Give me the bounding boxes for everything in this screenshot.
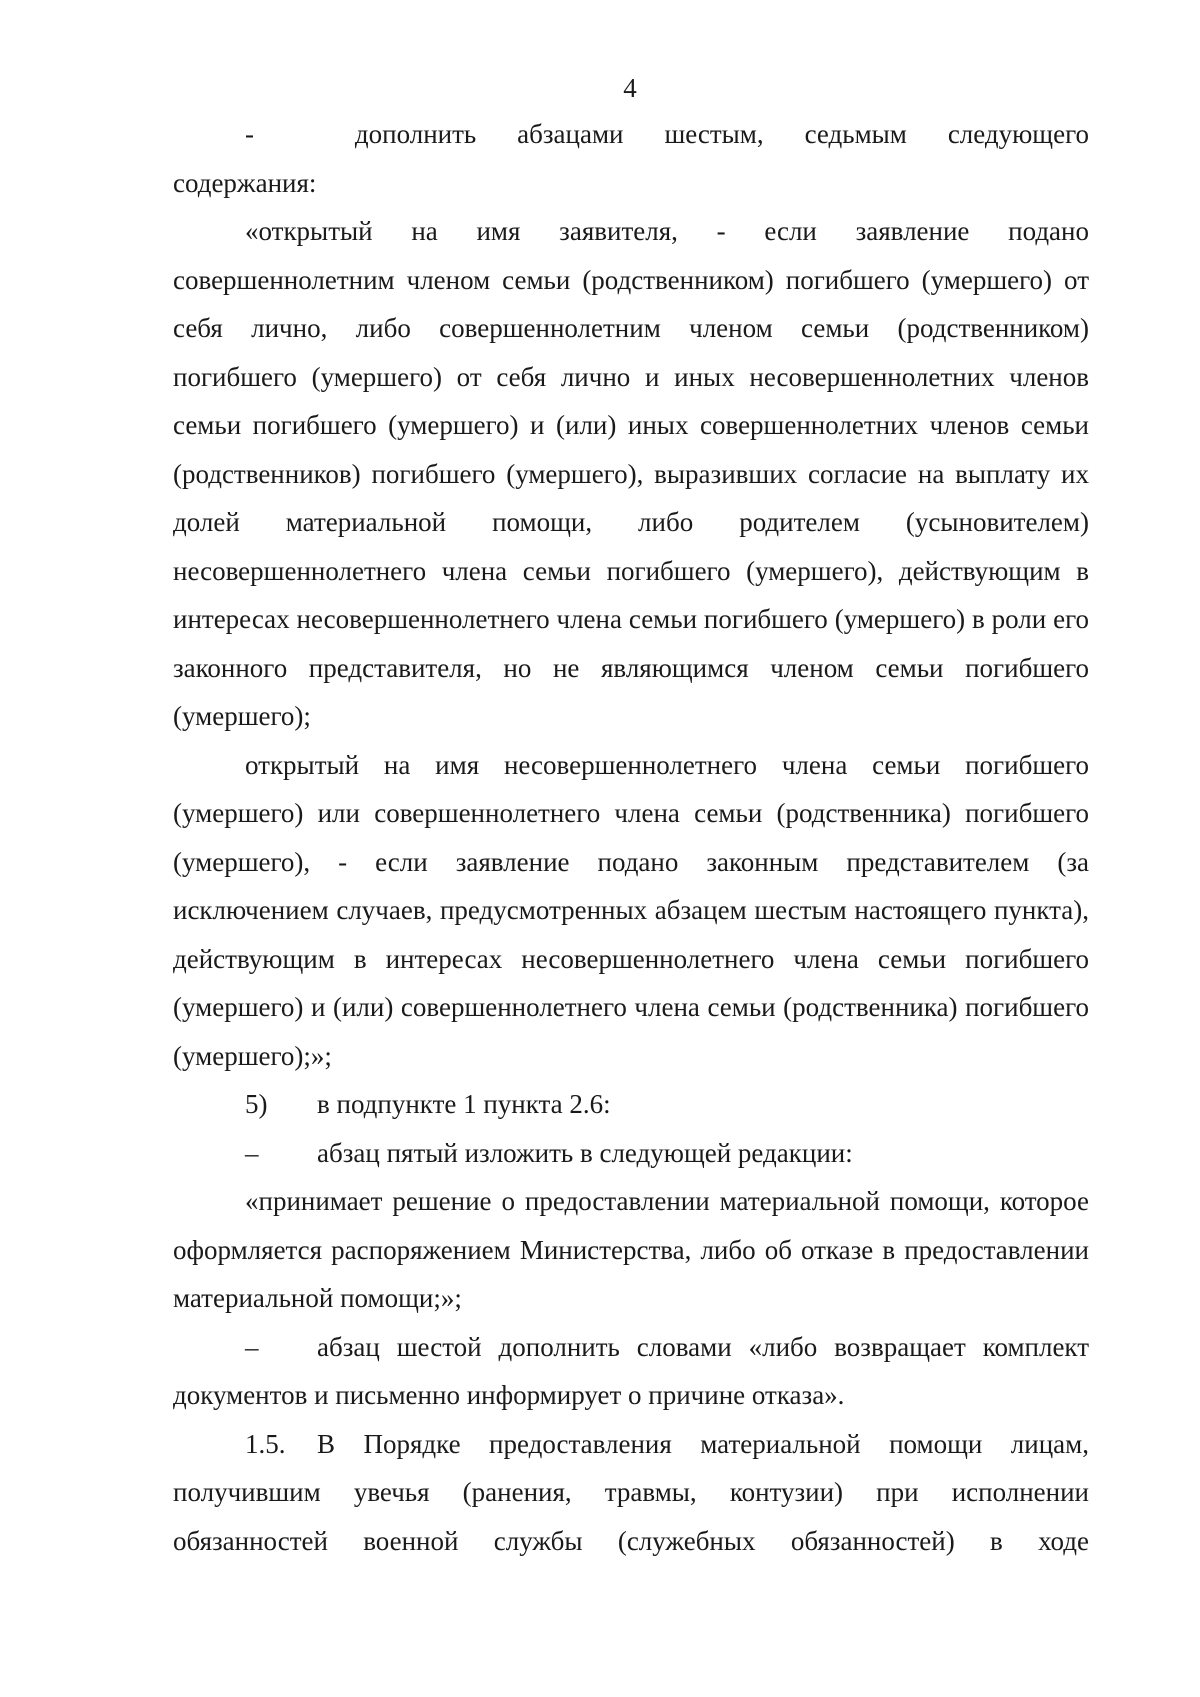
list-item-5	[173, 1080, 1089, 1129]
dash-item-2-continuation: документов и письменно информирует о причине отказа».	[173, 1380, 845, 1410]
paragraph-applicant-account: «открытый на имя заявителя, - если заявление подано совершеннолетним членом семьи (родственником) погибшего (умершего) от себя лично, либо совершеннолетним членом семьи (родственником) погибшего (умершего) от себя лично и иных несовершеннолетних членов семьи погибшего (умершего) и (или) иных совершеннолетних членов семьи (родственников) погибшего (умершего), выразивших согласие на выплату их долей материальной помощи, либо родителем (усыновителем) несовершеннолетнего члена семьи погибшего (умершего), действующим в интересах несовершеннолетнего члена семьи погибшего (умершего) в роли его законного представителя, но не являющимся членом семьи погибшего (умершего);	[173, 216, 1089, 731]
intro-word: абзацами	[517, 119, 624, 149]
list-item-text: абзац шестой дополнить словами «либо возвращает комплект	[317, 1331, 1089, 1362]
list-item-1-5-continuation: получившим увечья (ранения, травмы, контузии) при исполнении обязанностей военной службы (служебных обязанностей) в ходе	[173, 1477, 1089, 1556]
intro-word: дополнить	[354, 119, 477, 149]
list-item-text: В Порядке предоставления материальной помощи лицам,	[317, 1428, 1089, 1459]
page-number: 4	[623, 73, 637, 103]
intro-word: седьмым	[804, 119, 907, 149]
intro-word: следующего	[947, 119, 1089, 149]
list-marker: 5)	[245, 1089, 268, 1119]
dash-item-1	[173, 1129, 1089, 1178]
list-item-1-5	[173, 1420, 1089, 1469]
list-dash: –	[245, 1137, 259, 1168]
list-marker: 1.5.	[245, 1428, 286, 1459]
amendment-intro-continuation: содержания:	[173, 167, 317, 198]
document-body	[173, 110, 1089, 1565]
amendment-intro-line	[173, 110, 1089, 159]
paragraph-decision: «принимает решение о предоставлении материальной помощи, которое оформляется распоряжением Министерства, либо об отказе в предоставлении материальной помощи;»;	[173, 1186, 1089, 1313]
list-dash: –	[245, 1331, 259, 1362]
list-item-text: в подпункте 1 пункта 2.6:	[317, 1089, 611, 1119]
list-item-text: абзац пятый изложить в следующей редакции:	[317, 1137, 853, 1168]
intro-word: шестым,	[664, 119, 764, 149]
list-dash: -	[245, 119, 254, 149]
dash-item-2	[173, 1323, 1089, 1372]
paragraph-minor-account: открытый на имя несовершеннолетнего члена семьи погибшего (умершего) или совершеннолетнего члена семьи (родственника) погибшего (умершего), - если заявление подано законным представителем (за исключением случаев, предусмотренных абзацем шестым настоящего пункта), действующим в интересах несовершеннолетнего члена семьи погибшего (умершего) и (или) совершеннолетнего члена семьи (родственника) погибшего (умершего);»;	[173, 749, 1089, 1071]
